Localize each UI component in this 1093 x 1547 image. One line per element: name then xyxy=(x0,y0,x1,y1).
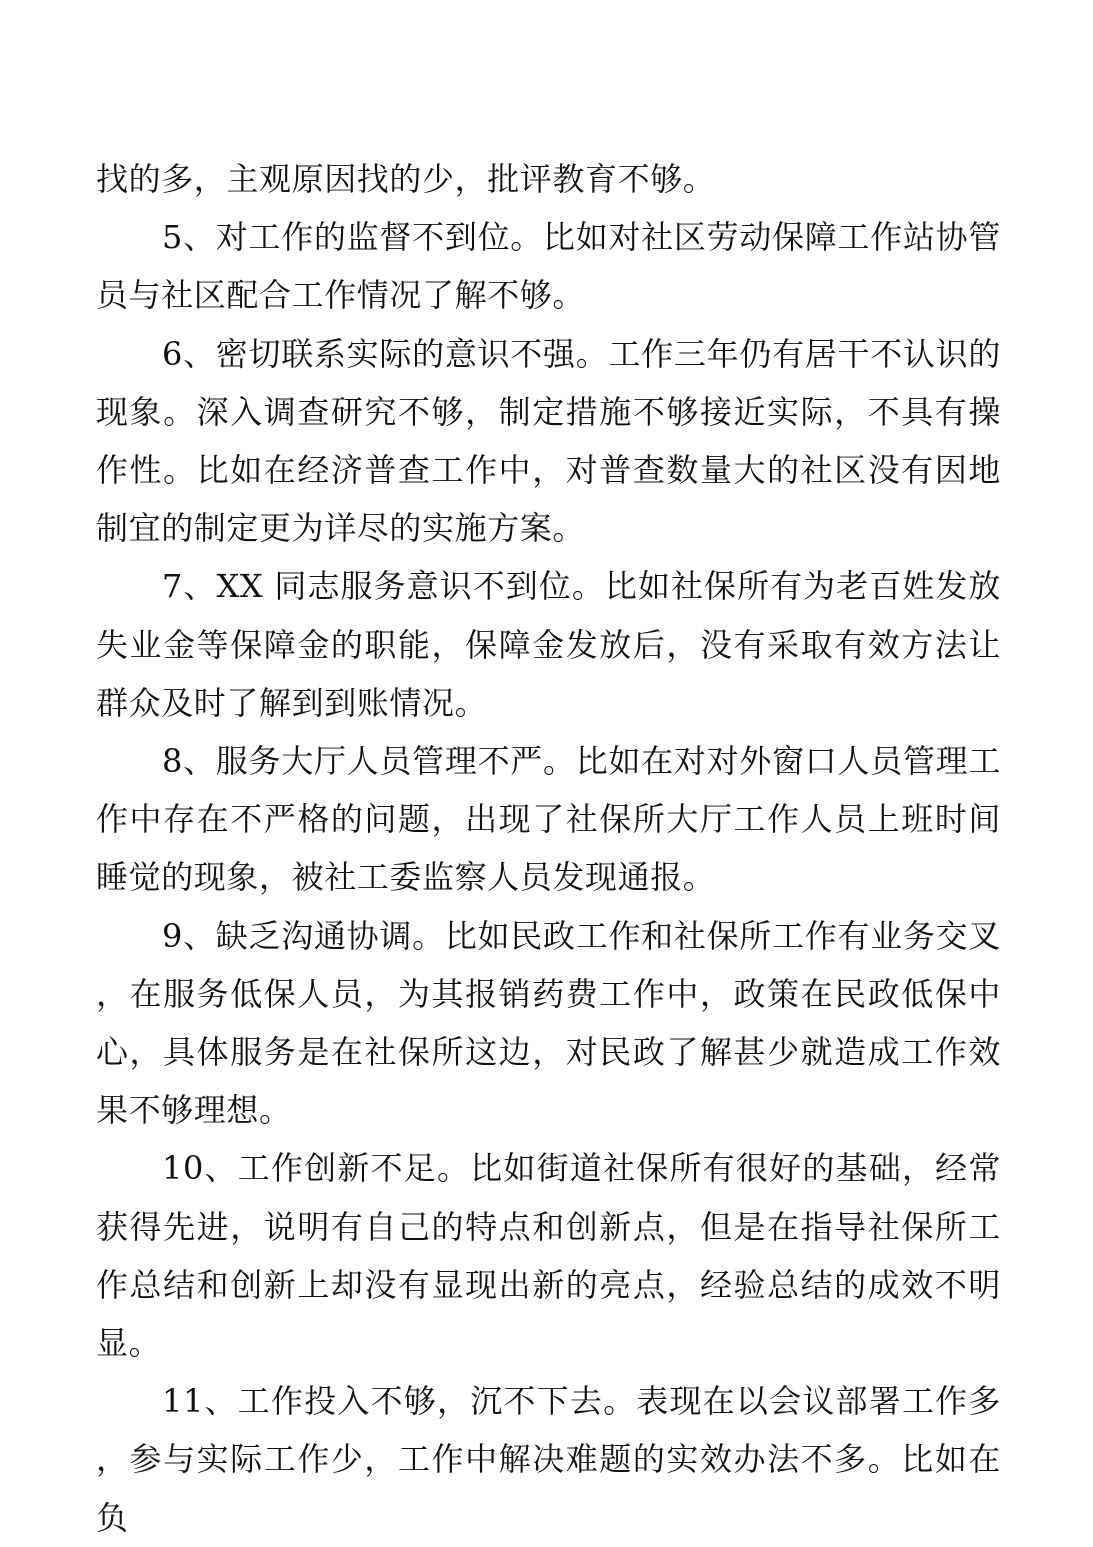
paragraph-item-8: 8、服务大厅人员管理不严。比如在对对外窗口人员管理工作中存在不严格的问题，出现了社保所大厅工作人员上班时间睡觉的现象，被社工委监察人员发现通报。 xyxy=(96,742,1001,897)
paragraph-item-9: 9、缺乏沟通协调。比如民政工作和社保所工作有业务交叉，在服务低保人员，为其报销药费工作中，政策在民政低保中心，具体服务是在社保所这边，对民政了解甚少就造成工作效果不够理想。 xyxy=(96,916,1001,1130)
paragraph-item-10: 10、工作创新不足。比如街道社保所有很好的基础，经常获得先进，说明有自己的特点和创新点，但是在指导社保所工作总结和创新上却没有显现出新的亮点，经验总结的成效不明显。 xyxy=(96,1149,1001,1363)
paragraph-item-6: 6、密切联系实际的意识不强。工作三年仍有居干不认识的现象。深入调查研究不够，制定措施不够接近实际，不具有操作性。比如在经济普查工作中，对普查数量大的社区没有因地制宜的制定更为详尽的实施方案。 xyxy=(96,334,1001,548)
paragraph-item-5: 5、对工作的监督不到位。比如对社区劳动保障工作站协管员与社区配合工作情况了解不够。 xyxy=(96,218,1001,315)
paragraph-item-11: 11、工作投入不够，沉不下去。表现在以会议部署工作多，参与实际工作少，工作中解决难题的实效办法不多。比如在负 xyxy=(96,1382,1001,1537)
document-body xyxy=(96,150,1001,1547)
paragraph-continuation: 找的多，主观原因找的少，批评教育不够。 xyxy=(96,160,716,198)
paragraph-item-7: 7、XX 同志服务意识不到位。比如社保所有为老百姓发放失业金等保障金的职能，保障金发放后，没有采取有效方法让群众及时了解到到账情况。 xyxy=(96,567,1001,722)
